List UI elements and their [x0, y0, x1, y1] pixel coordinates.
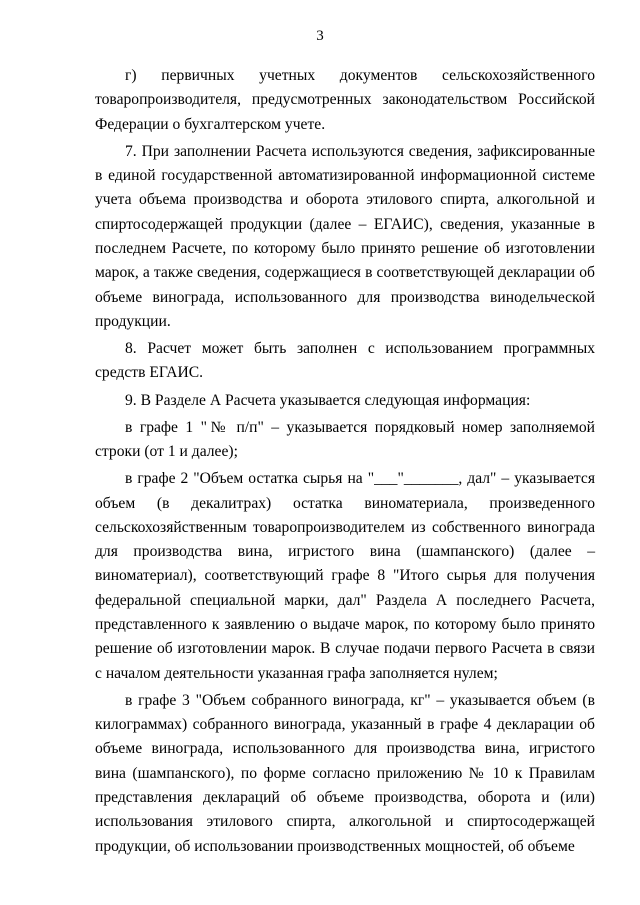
paragraph-item-g: г) первичных учетных документов сельскохозяйственного товаропроизводителя, предусмотренных законодательством Российской Федерации о бухгалтерском учете.: [95, 67, 595, 133]
paragraph-7: 7. При заполнении Расчета используются сведения, зафиксированные в единой государственной автоматизированной информационной системе учета объема производства и оборота этилового спирта, алкогольной и спиртосодержащей продукции (далее – ЕГАИС), сведения, указанные в последнем Расчете, по которому было принято решение об изготовлении марок, а также сведения, содержащиеся в соответствующей декларации об объеме винограда, использованного для производства винодельческой продукции.: [95, 142, 595, 330]
paragraph-column-1: в графе 1 "№ п/п" – указывается порядковый номер заполняемой строки (от 1 и далее);: [95, 418, 595, 461]
paragraph-9: 9. В Разделе А Расчета указывается следующая информация:: [125, 391, 531, 409]
paragraph-column-3: в графе 3 "Объем собранного винограда, кг" – указывается объем (в килограммах) собранного винограда, указанный в графе 4 декларации об объеме винограда, использованного для производства вина, игристого вина (шампанского), по форме согласно приложению № 10 к Правилам представления деклараций об объеме производства, оборота и (или) использования этилового спирта, алкогольной и спиртосодержащей продукции, об использовании производственных мощностей, об объеме: [95, 691, 595, 855]
page-number: 3: [316, 28, 324, 44]
paragraph-column-2: в графе 2 "Объем остатка сырья на "___"_______, дал" – указывается объем (в декалитрах) остатка виноматериала, произведенного сельскохозяйственным товаропроизводителем из собственного винограда для производства вина, игристого вина (шампанского) (далее – виноматериал), соответствующий графе 8 "Итого сырья для получения федеральной специальной марки, дал" Раздела А последнего Расчета, представленного к заявлению о выдаче марок, по которому было принято решение об изготовлении марок. В случае подачи первого Расчета в связи с началом деятельности указанная графа заполняется нулем;: [95, 470, 595, 682]
document-body: [95, 64, 595, 862]
paragraph-8: 8. Расчет может быть заполнен с использованием программных средств ЕГАИС.: [95, 340, 595, 382]
